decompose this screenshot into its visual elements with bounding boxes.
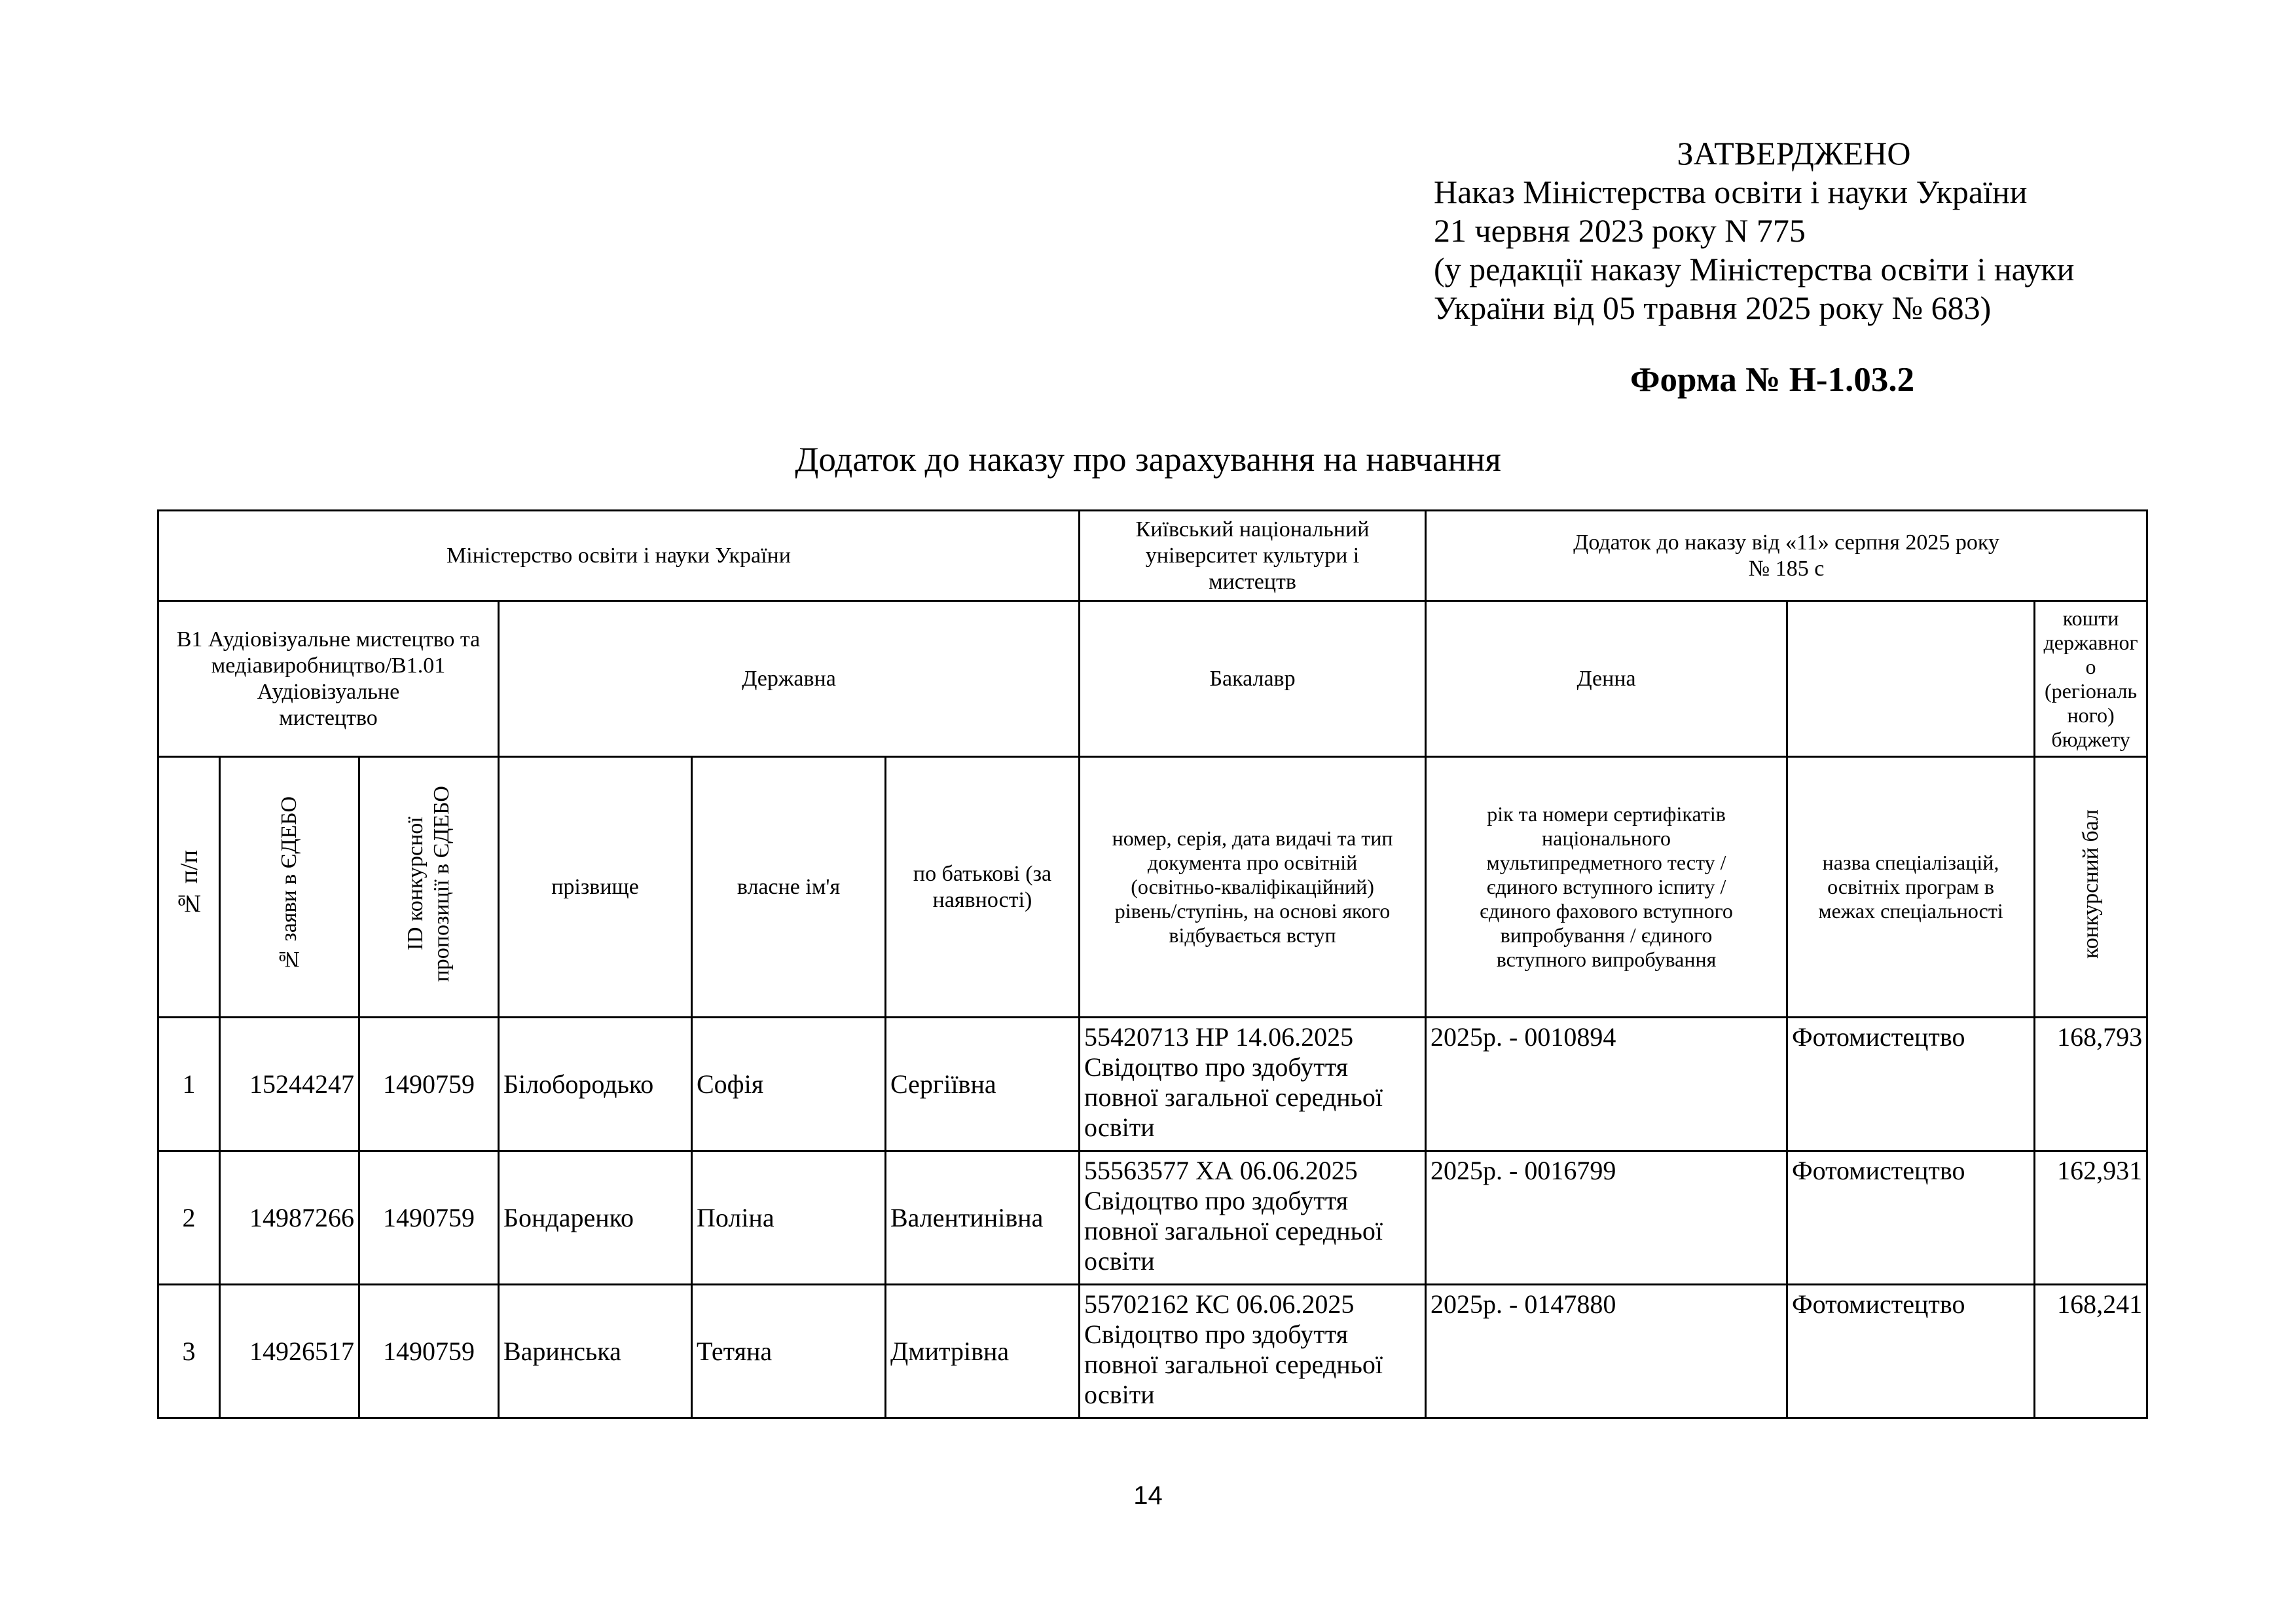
order-line: Додаток до наказу від «11» серпня 2025 року — [1573, 530, 1999, 555]
cell-certificate: 2025р. - 0016799 — [1426, 1151, 1787, 1285]
page-number: 14 — [1133, 1481, 1163, 1510]
cell-surname: Бондаренко — [499, 1151, 692, 1285]
col-header-document-line: документа про освітній — [1147, 851, 1358, 874]
approval-line: (у редакції наказу Міністерства освіти і науки — [1434, 251, 2075, 287]
university-line: університет культури і — [1145, 543, 1360, 568]
empty-cell — [1787, 601, 2035, 757]
cell-document — [1080, 1018, 1426, 1151]
approval-line: України від 05 травня 2025 року № 683) — [1434, 289, 1992, 326]
col-header-name: власне ім'я — [692, 757, 886, 1018]
table-row — [158, 1285, 2147, 1418]
approval-line: 21 червня 2023 року N 775 — [1434, 212, 1806, 249]
university-cell — [1080, 511, 1426, 601]
funding-line: кошти — [2062, 606, 2119, 630]
cell-document-line: 55420713 НР 14.06.2025 — [1084, 1022, 1354, 1052]
cell-document-line: повної загальної середньої — [1084, 1082, 1383, 1112]
col-header-specializations — [1787, 757, 2035, 1018]
cell-id: 1490759 — [359, 1285, 499, 1418]
cell-name: Тетяна — [692, 1285, 886, 1418]
col-header-document-line: відбувається вступ — [1169, 923, 1336, 947]
col-header-surname: прізвище — [499, 757, 692, 1018]
funding-line: ного) — [2067, 703, 2115, 727]
col-header-score-text: конкурсний бал — [2078, 809, 2103, 959]
study-form-cell: Денна — [1426, 601, 1787, 757]
cell-document-line: 55702162 КС 06.06.2025 — [1084, 1289, 1355, 1319]
col-header-num-text: № п/п — [175, 850, 203, 917]
col-header-specializations-line: межах спеціальності — [1818, 899, 2003, 923]
specialty-line: медіавиробництво/В1.01 Аудіовізуальне — [211, 653, 446, 704]
document-title: Додаток до наказу про зарахування на навчання — [795, 441, 1501, 479]
cell-document-line: Свідоцтво про здобуття — [1084, 1052, 1349, 1082]
cell-patronymic: Дмитрівна — [886, 1285, 1080, 1418]
order-cell — [1426, 511, 2147, 601]
col-header-id — [359, 757, 499, 1018]
specialty-cell — [158, 601, 499, 757]
col-header-certificates — [1426, 757, 1787, 1018]
col-header-certificates-line: єдиного вступного іспиту / — [1486, 875, 1726, 898]
university-line: Київський національний — [1135, 517, 1370, 542]
approval-block — [1434, 134, 2272, 327]
col-header-id-line: ID конкурсної — [403, 817, 428, 951]
table-row — [158, 1151, 2147, 1285]
cell-score: 168,793 — [2035, 1018, 2147, 1151]
cell-name: Поліна — [692, 1151, 886, 1285]
col-header-id-line: пропозиції в ЄДЕБО — [429, 785, 454, 982]
col-header-patronymic-line: наявності) — [932, 887, 1032, 912]
col-header-specializations-line: освітніх програм в — [1827, 875, 1994, 898]
cell-app-no: 14987266 — [220, 1151, 359, 1285]
cell-surname: Білобородько — [499, 1018, 692, 1151]
approval-heading: ЗАТВЕРДЖЕНО — [1677, 135, 1911, 172]
cell-patronymic: Сергіївна — [886, 1018, 1080, 1151]
form-number: Форма № Н-1.03.2 — [1630, 361, 1915, 399]
col-header-patronymic-line: по батькові (за — [913, 861, 1052, 886]
cell-document-line: повної загальної середньої — [1084, 1216, 1383, 1246]
university-line: мистецтв — [1209, 569, 1296, 594]
cell-document-line: освіти — [1084, 1246, 1155, 1276]
cell-document-line: Свідоцтво про здобуття — [1084, 1320, 1349, 1349]
funding-line: (регіональ — [2045, 678, 2138, 703]
funding-cell — [2035, 601, 2147, 757]
cell-score: 162,931 — [2035, 1151, 2147, 1285]
funding-line: бюджету — [2051, 727, 2130, 751]
cell-id: 1490759 — [359, 1151, 499, 1285]
ministry-cell: Міністерство освіти і науки України — [158, 511, 1080, 601]
cell-num: 3 — [158, 1285, 220, 1418]
cell-app-no: 14926517 — [220, 1285, 359, 1418]
cell-patronymic: Валентинівна — [886, 1151, 1080, 1285]
cell-certificate: 2025р. - 0147880 — [1426, 1285, 1787, 1418]
col-header-document-line: (освітньо-кваліфікаційний) — [1131, 875, 1374, 898]
enrollment-table — [157, 509, 2148, 1419]
funding-line: о — [2085, 654, 2096, 678]
cell-document-line: повної загальної середньої — [1084, 1350, 1383, 1379]
cell-document — [1080, 1285, 1426, 1418]
cell-document-line: освіти — [1084, 1113, 1155, 1142]
specialty-line: мистецтво — [279, 705, 378, 730]
col-header-certificates-line: єдиного фахового вступного — [1480, 899, 1733, 923]
cell-specialization: Фотомистецтво — [1787, 1018, 2035, 1151]
col-header-certificates-line: вступного випробування — [1496, 948, 1717, 971]
column-header-row — [158, 757, 2147, 1018]
table-row — [158, 1018, 2147, 1151]
col-header-specializations-line: назва спеціалізацій, — [1822, 851, 1999, 874]
col-header-id-text — [403, 786, 455, 982]
col-header-certificates-line: рік та номери сертифікатів — [1487, 802, 1726, 826]
cell-id: 1490759 — [359, 1018, 499, 1151]
col-header-num — [158, 757, 220, 1018]
funding-line: державног — [2043, 630, 2138, 654]
col-header-document — [1080, 757, 1426, 1018]
col-header-certificates-line: національного — [1542, 826, 1671, 850]
specialty-line: В1 Аудіовізуальне мистецтво та — [176, 627, 481, 652]
cell-document-line: Свідоцтво про здобуття — [1084, 1186, 1349, 1215]
cell-name: Софія — [692, 1018, 886, 1151]
col-header-certificates-line: мультипредметного тесту / — [1486, 851, 1726, 874]
cell-specialization: Фотомистецтво — [1787, 1151, 2035, 1285]
level-cell: Бакалавр — [1080, 601, 1426, 757]
col-header-score — [2035, 757, 2147, 1018]
col-header-document-line: рівень/ступінь, на основі якого — [1114, 899, 1391, 923]
order-line: № 185 с — [1748, 556, 1825, 581]
cell-certificate: 2025р. - 0010894 — [1426, 1018, 1787, 1151]
cell-surname: Варинська — [499, 1285, 692, 1418]
cell-document — [1080, 1151, 1426, 1285]
approval-line: Наказ Міністерства освіти і науки України — [1434, 174, 2028, 210]
cell-specialization: Фотомистецтво — [1787, 1285, 2035, 1418]
cell-num: 2 — [158, 1151, 220, 1285]
header-row-ministry — [158, 511, 2147, 601]
cell-document-line: освіти — [1084, 1380, 1155, 1409]
col-header-certificates-line: випробування / єдиного — [1500, 923, 1713, 947]
col-header-app-no — [220, 757, 359, 1018]
cell-num: 1 — [158, 1018, 220, 1151]
cell-score: 168,241 — [2035, 1285, 2147, 1418]
header-row-program — [158, 601, 2147, 757]
cell-document-line: 55563577 ХА 06.06.2025 — [1084, 1156, 1358, 1185]
col-header-app-no-text: № заяви в ЄДЕБО — [277, 796, 301, 972]
col-header-patronymic — [886, 757, 1080, 1018]
cell-app-no: 15244247 — [220, 1018, 359, 1151]
ownership-cell: Державна — [499, 601, 1080, 757]
col-header-document-line: номер, серія, дата видачі та тип — [1112, 826, 1393, 850]
